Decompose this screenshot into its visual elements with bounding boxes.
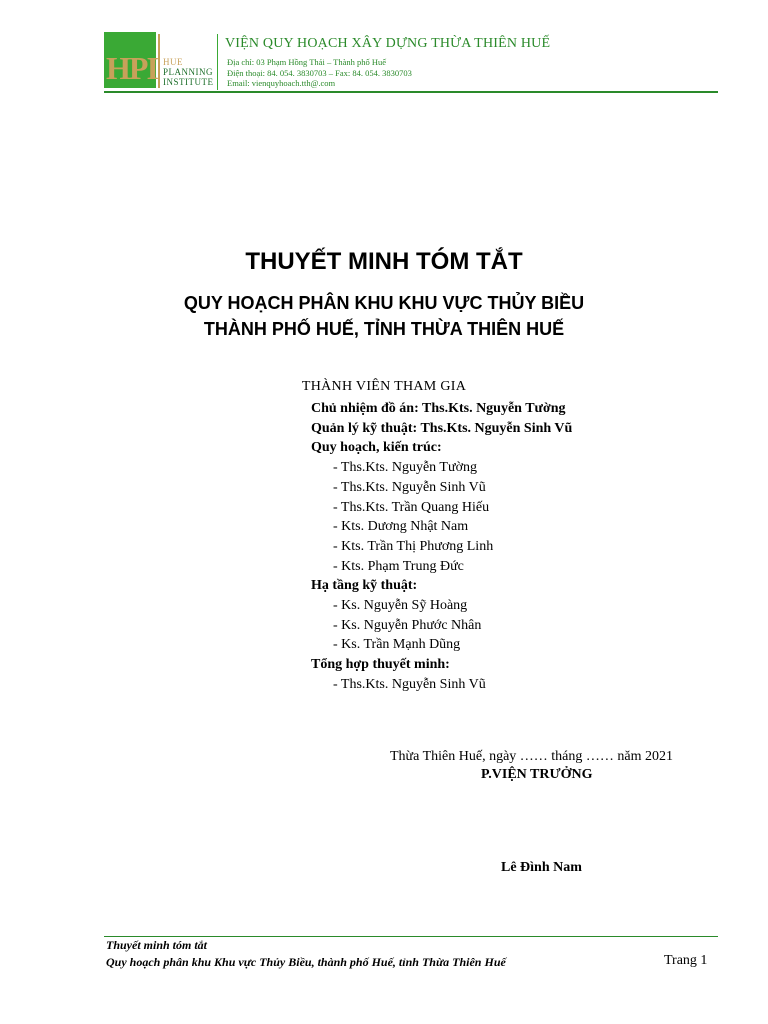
institute-contact [227,57,412,89]
document-title: THUYẾT MINH TÓM TẮT [245,248,523,275]
header-divider [217,34,218,90]
logo-word-institute: INSTITUTE [163,77,214,87]
members-heading: THÀNH VIÊN THAM GIA [301,379,467,394]
signature-name: Lê Đình Nam [501,860,582,875]
subtitle-line-2: THÀNH PHỐ HUẾ, TỈNH THỪA THIÊN HUẾ [203,319,565,339]
member-item: - Ths.Kts. Nguyễn Sinh Vũ [333,479,486,495]
page-number: Trang 1 [664,953,708,968]
member-item: - Kts. Dương Nhật Nam [333,519,469,535]
institute-phone: Điện thoại: 84. 054. 3830703 – Fax: 84. 054. 3830703 [227,67,412,78]
members-list [311,399,572,695]
member-item: - Ks. Trần Mạnh Dũng [333,637,461,653]
member-item: - Ths.Kts. Trần Quang Hiếu [333,499,490,515]
logo-word-hue: HUE [163,57,183,67]
logo-words [163,57,214,87]
signature-role: P.VIỆN TRƯỞNG [481,767,593,782]
institute-email: Email: vienquyhoach.tth@.com [227,78,336,88]
member-item: - Ks. Nguyễn Sỹ Hoàng [333,598,468,614]
project-lead: Chủ nhiệm đồ án: Ths.Kts. Nguyễn Tường [311,401,566,416]
subtitle-line-1: QUY HOẠCH PHÂN KHU KHU VỰC THỦY BIỀU [183,293,585,313]
logo-letters: HPI [106,50,157,86]
member-item: - Ths.Kts. Nguyễn Tường [333,460,477,476]
group-label: Hạ tầng kỹ thuật: [311,578,418,594]
member-item: - Ths.Kts. Nguyễn Sinh Vũ [333,676,486,692]
group-label: Tổng hợp thuyết minh: [311,657,450,673]
institute-name: VIỆN QUY HOẠCH XÂY DỰNG THỪA THIÊN HUẾ [225,36,551,51]
footer-subtitle: Quy hoạch phân khu Khu vực Thủy Biều, thành phố Huế, tỉnh Thừa Thiên Huế [106,955,506,969]
footer-rule [104,936,718,937]
institute-address: Địa chỉ: 03 Phạm Hồng Thái – Thành phố Huế [227,57,387,67]
signature-date: Thừa Thiên Huế, ngày …… tháng …… năm 2021 [390,749,674,764]
member-item: - Kts. Phạm Trung Đức [333,558,464,574]
member-item: - Ks. Nguyễn Phước Nhân [333,617,482,633]
header-rule [104,91,718,93]
footer-title: Thuyết minh tóm tắt [106,938,208,952]
logo-divider [158,34,160,88]
group-label: Quy hoạch, kiến trúc: [311,440,442,456]
document-subtitle [0,290,768,342]
logo-word-planning: PLANNING [163,67,213,77]
technical-manager: Quản lý kỹ thuật: Ths.Kts. Nguyễn Sinh Vũ [311,420,573,436]
member-item: - Kts. Trần Thị Phương Linh [333,538,494,554]
